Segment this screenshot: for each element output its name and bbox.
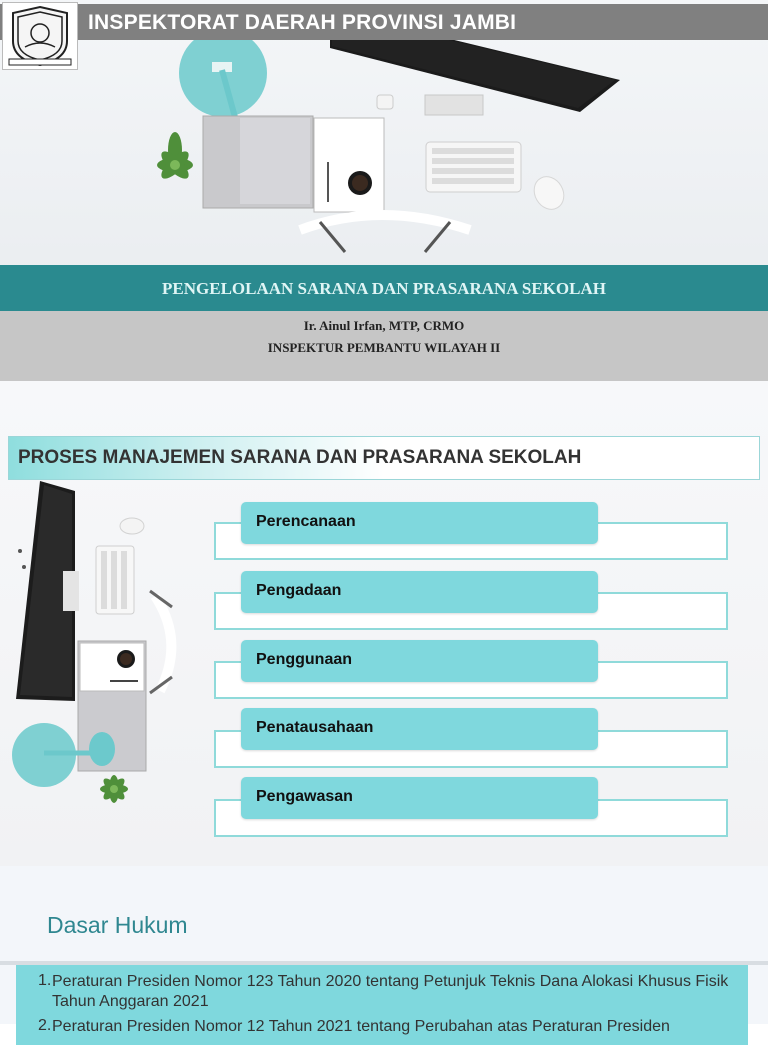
step-label: Perencanaan <box>256 513 356 530</box>
main-title: PENGELOLAAN SARANA DAN PRASARANA SEKOLAH <box>162 279 606 298</box>
presenter-name: Ir. Ainul Irfan, MTP, CRMO <box>303 318 465 333</box>
step-label: Pengadaan <box>256 582 342 599</box>
process-title: PROSES MANAJEMEN SARANA DAN PRASARANA SEKOLAH <box>18 447 582 468</box>
list-item-number: 2. <box>38 1017 52 1034</box>
step-label: Penatausahaan <box>256 719 374 736</box>
list-item-text: Peraturan Presiden Nomor 12 Tahun 2021 tentang Perubahan atas Peraturan Presiden <box>52 1018 670 1035</box>
list-item-text: Peraturan Presiden Nomor 123 Tahun 2020 tentang Petunjuk Teknis Dana Alokasi Khusus Fisik Tahun Anggaran 2021 <box>52 973 729 1010</box>
header-title: INSPEKTORAT DAERAH PROVINSI JAMBI <box>88 11 517 34</box>
legal-basis-slide <box>0 866 768 1035</box>
process-slide <box>0 381 768 866</box>
step-label: Pengawasan <box>256 788 353 805</box>
title-slide <box>0 0 768 381</box>
step-label: Penggunaan <box>256 651 353 668</box>
legal-basis-list <box>16 965 748 1045</box>
legal-basis-heading: Dasar Hukum <box>47 912 188 938</box>
province-logo <box>2 2 78 70</box>
list-item-number: 1. <box>38 972 52 989</box>
presenter-position: INSPEKTUR PEMBANTU WILAYAH II <box>267 340 501 355</box>
